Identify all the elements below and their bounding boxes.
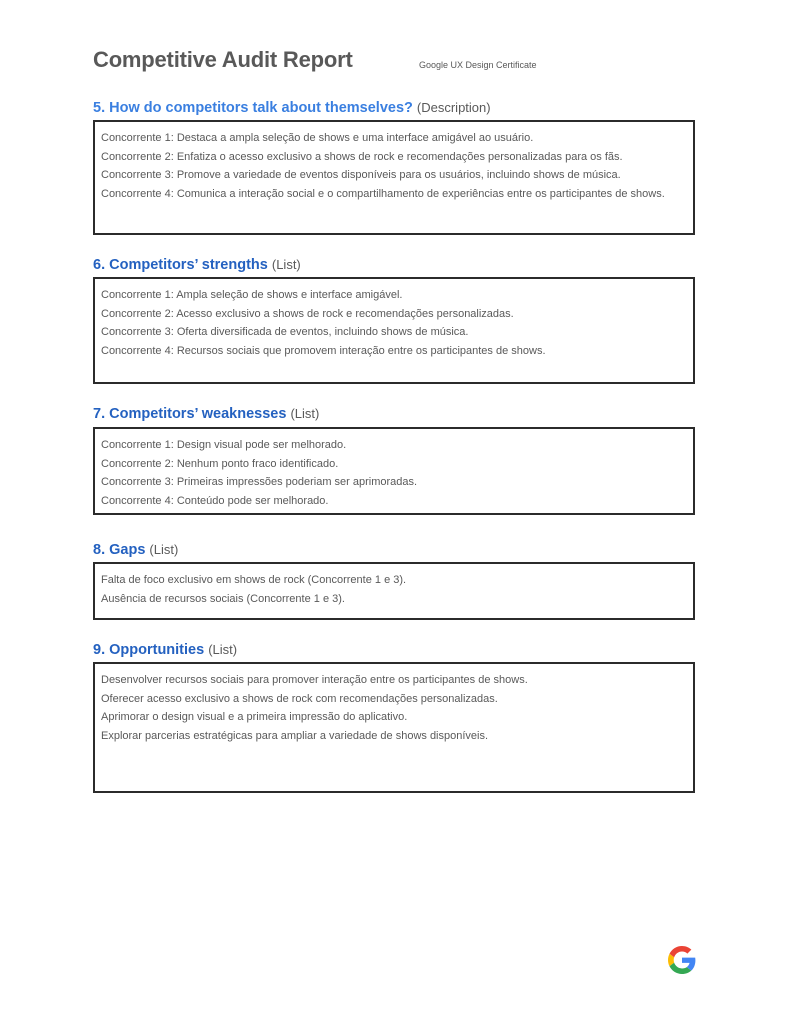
- section-title: 7. Competitors’ weaknesses: [93, 406, 287, 422]
- gaps-box: [93, 562, 695, 620]
- list-item: Concorrente 3: Promove a variedade de eventos disponíveis para os usuários, incluindo shows de música.: [101, 169, 621, 181]
- weaknesses-box: [93, 427, 695, 515]
- section-title: 8. Gaps: [93, 542, 146, 558]
- list-item: Concorrente 1: Destaca a ampla seleção de shows e uma interface amigável ao usuário.: [101, 132, 534, 144]
- report-title: Competitive Audit Report: [93, 47, 353, 72]
- list-item: Concorrente 4: Conteúdo pode ser melhorado.: [101, 494, 329, 507]
- section-heading-gaps: [93, 542, 178, 558]
- section-kind: (List): [208, 642, 238, 657]
- list-item: Explorar parcerias estratégicas para ampliar a variedade de shows disponíveis.: [101, 729, 489, 742]
- list-item: Concorrente 2: Acesso exclusivo a shows de rock e recomendações personalizadas.: [101, 307, 514, 320]
- list-item: Oferecer acesso exclusivo a shows de rock com recomendações personalizadas.: [101, 692, 498, 705]
- list-item: Concorrente 4: Comunica a interação social e o compartilhamento de experiências entre os participantes de shows.: [101, 187, 665, 200]
- section-title: 9. Opportunities: [93, 642, 205, 658]
- section-title: 6. Competitors’ strengths: [93, 257, 268, 273]
- opportunities-box: [93, 662, 695, 793]
- list-item: Concorrente 3: Oferta diversificada de eventos, incluindo shows de música.: [101, 326, 469, 338]
- list-item: Ausência de recursos sociais (Concorrente 1 e 3).: [101, 592, 345, 605]
- section-title: 5. How do competitors talk about themselves?: [93, 100, 413, 116]
- list-item: Concorrente 1: Ampla seleção de shows e interface amigável.: [101, 289, 403, 301]
- strengths-box: [93, 277, 695, 384]
- list-item: Desenvolver recursos sociais para promover interação entre os participantes de shows.: [101, 674, 528, 686]
- section-heading-weaknesses: [93, 406, 319, 422]
- section-kind: (List): [290, 406, 320, 421]
- report-subtitle: Google UX Design Certificate: [419, 60, 537, 70]
- list-item: Concorrente 2: Enfatiza o acesso exclusivo a shows de rock e recomendações personalizadas para os fãs.: [101, 150, 623, 163]
- list-item: Concorrente 2: Nenhum ponto fraco identificado.: [101, 457, 339, 470]
- section-heading-description: [93, 100, 491, 116]
- section-kind: (List): [271, 257, 301, 272]
- list-item: Aprimorar o design visual e a primeira impressão do aplicativo.: [101, 711, 408, 723]
- list-item: Falta de foco exclusivo em shows de rock (Concorrente 1 e 3).: [101, 574, 407, 586]
- section-kind: (Description): [416, 100, 491, 115]
- list-item: Concorrente 1: Design visual pode ser melhorado.: [101, 439, 347, 451]
- section-heading-strengths: [93, 257, 301, 273]
- section-kind: (List): [149, 542, 179, 557]
- section-heading-opportunities: [93, 642, 237, 658]
- google-g-logo-icon: [668, 946, 696, 974]
- description-box: [93, 120, 695, 235]
- list-item: Concorrente 4: Recursos sociais que promovem interação entre os participantes de shows.: [101, 344, 546, 357]
- list-item: Concorrente 3: Primeiras impressões poderiam ser aprimoradas.: [101, 476, 418, 488]
